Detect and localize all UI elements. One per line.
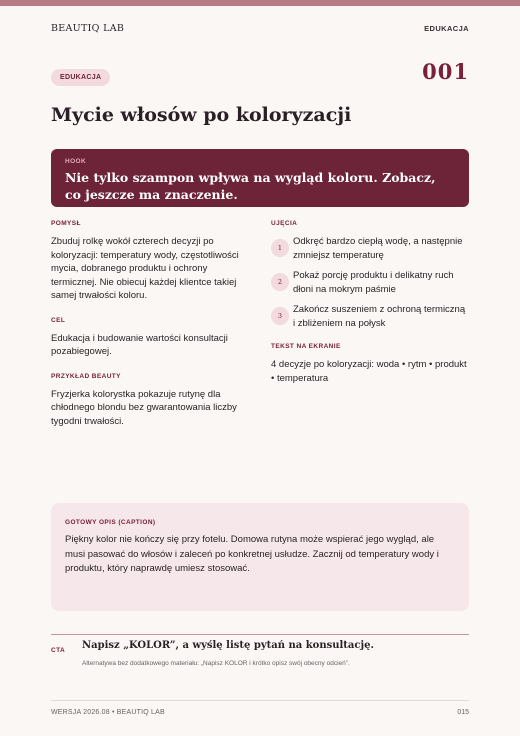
footer-version: WERSJA 2026.08 • BEAUTIQ LAB bbox=[51, 709, 165, 716]
hook-box bbox=[51, 149, 469, 207]
hook-label: HOOK bbox=[65, 158, 87, 165]
goal-label: CEL bbox=[51, 316, 66, 324]
section-label: EDUKACJA bbox=[424, 24, 469, 33]
right-column bbox=[271, 220, 469, 385]
idea-text: Zbuduj rolkę wokół czterech decyzji po koloryzacji: temperatury wody, częstotliwości mycia, dobranego produktu i ochrony termicznej. Nie obiecuj każdej klientce takiej samej trwałości koloru. bbox=[51, 236, 239, 301]
shot-number-badge: 1 bbox=[271, 239, 289, 257]
shot-text: Zakończ suszeniem z ochroną termiczną i zbliżeniem na połysk bbox=[293, 304, 466, 329]
cta-text: Napisz „KOLOR”, a wyślę listę pytań na konsultację. bbox=[82, 640, 374, 651]
shot-item bbox=[271, 235, 469, 262]
left-column bbox=[51, 220, 251, 442]
shot-text: Pokaż porcję produktu i delikatny ruch dłoni na mokrym paśmie bbox=[293, 270, 454, 295]
cta-divider bbox=[51, 634, 469, 635]
shot-number-badge: 3 bbox=[271, 307, 289, 325]
idea-label: POMYSŁ bbox=[51, 220, 81, 227]
screen-text-label: TEKST NA EKRANIE bbox=[271, 343, 341, 350]
shot-item bbox=[271, 303, 469, 330]
goal-text: Edukacja i budowanie wartości konsultacji pozabiegowej. bbox=[51, 332, 228, 357]
cta-alternative: Alternatywa bez dodatkowego materiału: „Napisz KOLOR i krótko opisz swój obecny odcień”. bbox=[82, 660, 350, 667]
caption-box bbox=[51, 503, 469, 611]
card-number: 001 bbox=[422, 59, 469, 84]
page-title: Mycie włosów po koloryzacji bbox=[51, 104, 352, 126]
caption-text: Piękny kolor nie kończy się przy fotelu. Domowa rutyna może wspierać jego wygląd, ale musi pasować do włosów i zaleceń po konkretnej usłudze. Zacznij od temperatury wody i produktu, który naprawdę umiesz stosować. bbox=[65, 534, 439, 574]
shot-text: Odkręć bardzo ciepłą wodę, a następnie zmniejsz temperaturę bbox=[293, 236, 463, 261]
screen-text: 4 decyzje po koloryzacji: woda • rytm • produkt • temperatura bbox=[271, 359, 467, 384]
page-number: 015 bbox=[457, 709, 469, 716]
goal-block bbox=[51, 317, 251, 359]
hook-text: Nie tylko szampon wpływa na wygląd koloru. Zobacz, co jeszcze ma znaczenie. bbox=[65, 170, 436, 202]
example-text: Fryzjerka kolorystka pokazuje rutynę dla chłodnego blondu bez gwarantowania liczby tygodni trwałości. bbox=[51, 388, 237, 427]
example-block bbox=[51, 373, 251, 429]
top-accent-bar bbox=[0, 0, 520, 6]
caption-label: GOTOWY OPIS (CAPTION) bbox=[65, 519, 156, 526]
shot-number-badge: 2 bbox=[271, 273, 289, 291]
footer-divider bbox=[51, 700, 469, 701]
category-pill: EDUKACJA bbox=[51, 69, 110, 86]
shot-item bbox=[271, 269, 469, 296]
brand-name: BEAUTIQ LAB bbox=[51, 23, 125, 34]
cta-label: CTA bbox=[51, 647, 66, 654]
shots-label: UJĘCIA bbox=[271, 220, 298, 227]
example-label: PRZYKŁAD BEAUTY bbox=[51, 372, 121, 380]
idea-block bbox=[51, 220, 251, 303]
